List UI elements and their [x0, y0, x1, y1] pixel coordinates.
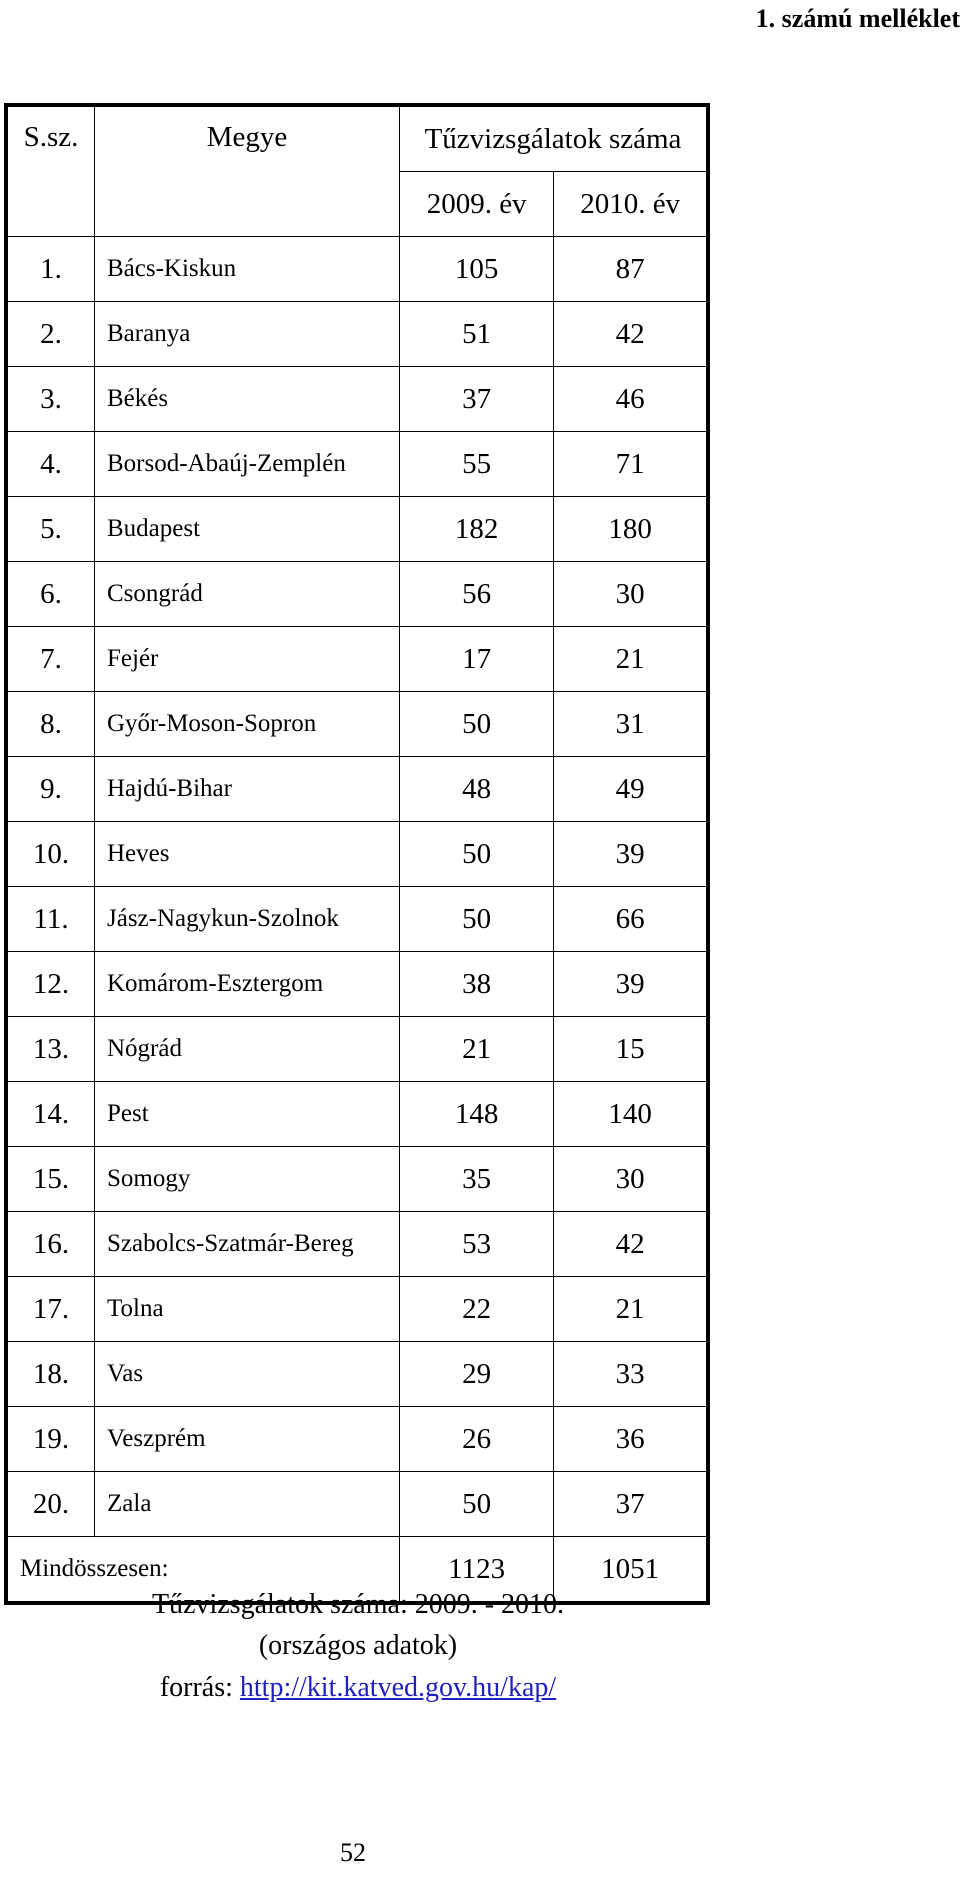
county-name: Győr-Moson-Sopron	[95, 692, 400, 757]
table-row	[6, 952, 708, 1017]
value-2010: 36	[554, 1407, 708, 1472]
value-2010: 30	[554, 1147, 708, 1212]
value-2009: 26	[400, 1407, 554, 1472]
value-2009: 17	[400, 627, 554, 692]
county-name: Fejér	[95, 627, 400, 692]
value-2009: 53	[400, 1212, 554, 1277]
header-title: Tűzvizsgálatok száma	[400, 105, 709, 172]
value-2009: 38	[400, 952, 554, 1017]
value-2010: 42	[554, 302, 708, 367]
value-2009: 56	[400, 562, 554, 627]
table-header-row	[6, 105, 708, 172]
value-2010: 37	[554, 1472, 708, 1537]
table-row	[6, 237, 708, 302]
county-name: Pest	[95, 1082, 400, 1147]
table-row	[6, 1212, 708, 1277]
header-no: S.sz.	[6, 105, 95, 237]
row-number: 17.	[6, 1277, 95, 1342]
page-number: 52	[340, 1838, 366, 1867]
value-2010: 15	[554, 1017, 708, 1082]
value-2009: 148	[400, 1082, 554, 1147]
caption-subtitle: (országos adatok)	[258, 1630, 458, 1661]
value-2010: 39	[554, 952, 708, 1017]
row-number: 8.	[6, 692, 95, 757]
county-name: Tolna	[95, 1277, 400, 1342]
table-row	[6, 822, 708, 887]
value-2009: 182	[400, 497, 554, 562]
row-number: 16.	[6, 1212, 95, 1277]
value-2009: 50	[400, 1472, 554, 1537]
table-row	[6, 1277, 708, 1342]
table-row	[6, 1017, 708, 1082]
county-name: Jász-Nagykun-Szolnok	[95, 887, 400, 952]
value-2010: 30	[554, 562, 708, 627]
county-name: Veszprém	[95, 1407, 400, 1472]
value-2009: 37	[400, 367, 554, 432]
county-name: Hajdú-Bihar	[95, 757, 400, 822]
value-2009: 48	[400, 757, 554, 822]
value-2009: 50	[400, 887, 554, 952]
value-2010: 71	[554, 432, 708, 497]
county-name: Szabolcs-Szatmár-Bereg	[95, 1212, 400, 1277]
row-number: 13.	[6, 1017, 95, 1082]
table-row	[6, 497, 708, 562]
table-row	[6, 692, 708, 757]
value-2009: 29	[400, 1342, 554, 1407]
fire-investigations-table	[4, 103, 710, 1605]
table-row	[6, 1147, 708, 1212]
value-2010: 66	[554, 887, 708, 952]
table-row	[6, 367, 708, 432]
value-2009: 35	[400, 1147, 554, 1212]
value-2009: 51	[400, 302, 554, 367]
county-name: Budapest	[95, 497, 400, 562]
county-name: Zala	[95, 1472, 400, 1537]
county-name: Heves	[95, 822, 400, 887]
table-row	[6, 1407, 708, 1472]
value-2010: 42	[554, 1212, 708, 1277]
row-number: 11.	[6, 887, 95, 952]
row-number: 10.	[6, 822, 95, 887]
value-2010: 140	[554, 1082, 708, 1147]
county-name: Nógrád	[95, 1017, 400, 1082]
row-number: 2.	[6, 302, 95, 367]
annex-label: 1. számú melléklet	[755, 4, 960, 33]
value-2009: 22	[400, 1277, 554, 1342]
county-name: Baranya	[95, 302, 400, 367]
county-name: Vas	[95, 1342, 400, 1407]
row-number: 3.	[6, 367, 95, 432]
total-2009: 1123	[400, 1537, 554, 1604]
row-number: 4.	[6, 432, 95, 497]
row-number: 1.	[6, 237, 95, 302]
header-year-2009: 2009. év	[400, 172, 554, 237]
row-number: 19.	[6, 1407, 95, 1472]
row-number: 14.	[6, 1082, 95, 1147]
table-row	[6, 562, 708, 627]
table-row	[6, 627, 708, 692]
table-row	[6, 1342, 708, 1407]
county-name: Csongrád	[95, 562, 400, 627]
source-prefix: forrás:	[159, 1672, 240, 1703]
value-2009: 50	[400, 822, 554, 887]
caption-title: Tűzvizsgálatok száma: 2009. - 2010.	[151, 1589, 565, 1620]
value-2010: 31	[554, 692, 708, 757]
value-2010: 87	[554, 237, 708, 302]
row-number: 20.	[6, 1472, 95, 1537]
value-2009: 21	[400, 1017, 554, 1082]
table-row	[6, 302, 708, 367]
table-row	[6, 1082, 708, 1147]
row-number: 12.	[6, 952, 95, 1017]
row-number: 9.	[6, 757, 95, 822]
caption-source	[0, 1668, 716, 1708]
value-2010: 39	[554, 822, 708, 887]
table-row	[6, 1472, 708, 1537]
row-number: 6.	[6, 562, 95, 627]
county-name: Békés	[95, 367, 400, 432]
source-link[interactable]: http://kit.katved.gov.hu/kap/	[239, 1672, 557, 1703]
table-row	[6, 887, 708, 952]
value-2010: 49	[554, 757, 708, 822]
value-2009: 105	[400, 237, 554, 302]
value-2010: 21	[554, 1277, 708, 1342]
value-2010: 21	[554, 627, 708, 692]
value-2009: 50	[400, 692, 554, 757]
total-label: Mindösszesen:	[6, 1537, 400, 1604]
county-name: Somogy	[95, 1147, 400, 1212]
value-2010: 46	[554, 367, 708, 432]
county-name: Komárom-Esztergom	[95, 952, 400, 1017]
header-county: Megye	[95, 105, 400, 237]
table-row	[6, 432, 708, 497]
table-row	[6, 757, 708, 822]
value-2010: 33	[554, 1342, 708, 1407]
county-name: Bács-Kiskun	[95, 237, 400, 302]
header-year-2010: 2010. év	[554, 172, 708, 237]
row-number: 7.	[6, 627, 95, 692]
total-2010: 1051	[554, 1537, 708, 1604]
value-2009: 55	[400, 432, 554, 497]
row-number: 18.	[6, 1342, 95, 1407]
value-2010: 180	[554, 497, 708, 562]
row-number: 15.	[6, 1147, 95, 1212]
row-number: 5.	[6, 497, 95, 562]
county-name: Borsod-Abaúj-Zemplén	[95, 432, 400, 497]
